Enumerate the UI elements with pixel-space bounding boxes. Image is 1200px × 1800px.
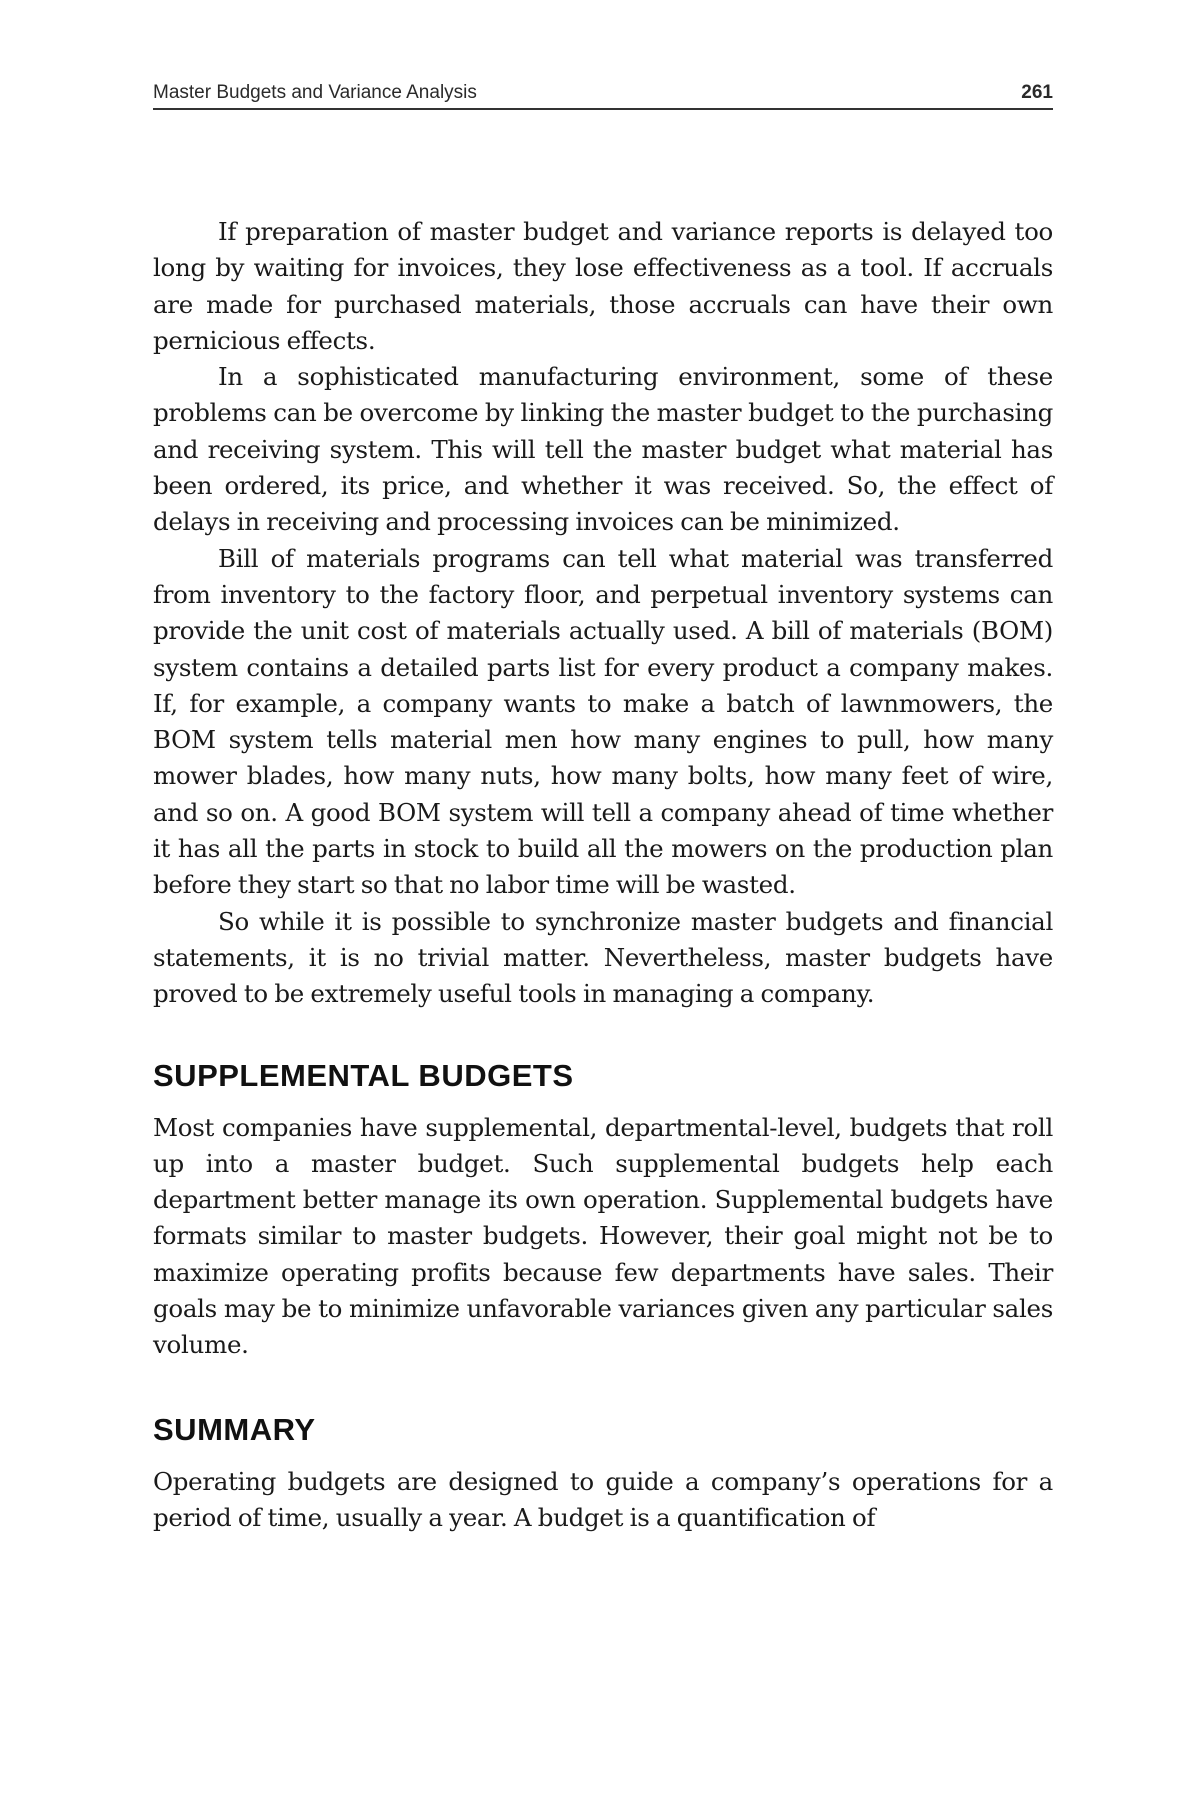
paragraph-summary: Operating budgets are designed to guide a company’s operations for a period of time, usually a year. A budget is a quantification of — [153, 1466, 1053, 1532]
paragraph-synchronize: So while it is possible to synchronize master budgets and financial statements, it is no trivial matter. Nevertheless, master budgets have proved to be extremely useful tools in managing a company. — [153, 906, 1053, 1009]
section-heading-summary: SUMMARY — [153, 1411, 316, 1447]
paragraph-supplemental-budgets: Most companies have supplemental, departmental-level, budgets that roll up into a master budget. Such supplemental budgets help each department better manage its own operation. Supplemental budgets have formats similar to master budgets. However, their goal might not be to maximize operating profits because few departments have sales. Their goals may be to minimize unfavorable variances given any particular sales volume. — [153, 1112, 1053, 1360]
summary-section — [153, 1464, 1053, 1537]
paragraph-invoice-delays: If preparation of master budget and variance reports is delayed too long by waiting for invoices, they lose effectiveness as a tool. If accruals are made for purchased materials, those accruals can have their own pernicious effects. — [153, 217, 1053, 355]
book-page — [153, 82, 1053, 1536]
running-title: Master Budgets and Variance Analysis — [153, 82, 477, 103]
paragraph-bill-of-materials: Bill of materials programs can tell what material was transferred from inventory to the factory floor, and perpetual inventory systems can provide the unit cost of materials actually used. A bill of materials (BOM) system contains a detailed parts list for every product a company makes. If, for example, a company wants to make a batch of lawnmowers, the BOM system tells material men how many engines to pull, how many mower blades, how many nuts, how many bolts, how many feet of wire, and so on. A good BOM system will tell a company ahead of time whether it has all the parts in stock to build all the mowers on the production plan before they start so that no labor time will be wasted. — [153, 543, 1053, 900]
section-heading-supplemental-budgets: SUPPLEMENTAL BUDGETS — [153, 1057, 574, 1093]
paragraph-manufacturing-environment: In a sophisticated manufacturing environment, some of these problems can be overcome by linking the master budget to the purchasing and receiving system. This will tell the master budget what material has been ordered, its price, and whether it was received. So, the effect of delays in receiving and processing invoices can be minimized. — [153, 362, 1053, 537]
page-number: 261 — [1021, 82, 1053, 103]
opening-text — [153, 214, 1053, 1013]
supplemental-section — [153, 1110, 1053, 1364]
running-header — [153, 82, 1053, 110]
